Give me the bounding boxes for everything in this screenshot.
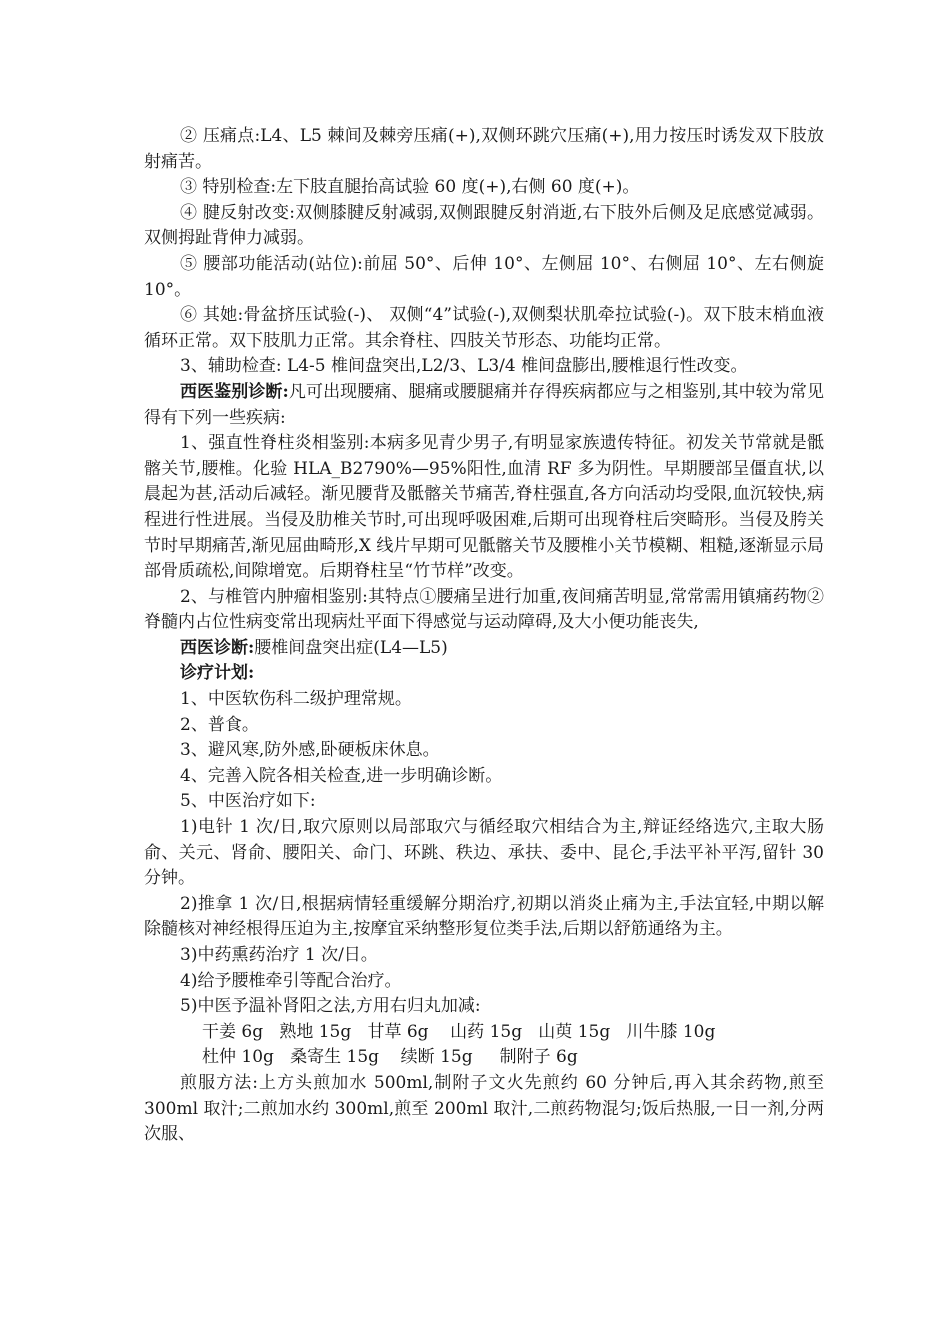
auxiliary-exam-paragraph: 3、辅助检查: L4-5 椎间盘突出,L2/3、L3/4 椎间盘膨出,腰椎退行性改变。 [180, 356, 748, 377]
plan-item: 1、中医软伤科二级护理常规。 [180, 689, 412, 710]
western-diagnosis-label: 西医诊断: [180, 637, 255, 658]
differential-item: 1、强直性脊柱炎相鉴别:本病多见青少男子,有明显家族遗传特征。初发关节常就是骶髂关节,腰椎。化验 HLA_B2790%—95%阳性,血清 RF 多为阴性。早期腰部呈僵直状,以晨起为甚,活动后减轻。渐见腰背及骶髂关节痛苦,脊柱强直,各方向活动均受限,血沉较快,病程进行性进展。当侵及肋椎关节时,可出现呼吸困难,后期可出现脊柱后突畸形。当侵及胯关节时早期痛苦,渐见屈曲畸形,X 线片早期可见骶髂关节及腰椎小关节模糊、粗糙,逐渐显示局部骨质疏松,间隙增宽。后期脊柱呈“竹节样”改变。 [144, 433, 824, 582]
plan-item: 4、完善入院各相关检查,进一步明确诊断。 [180, 765, 503, 786]
treatment-plan-heading: 诊疗计划: [180, 663, 255, 684]
other-exam-paragraph: ⑥ 其她:骨盆挤压试验(-)、 双侧“4”试验(-),双侧梨状肌牵拉试验(-)。双下肢末梢血液循环正常。双下肢肌力正常。其余脊柱、四肢关节形态、功能均正常。 [144, 305, 824, 351]
herb-list-line: 杜仲 10g 桑寄生 15g 续断 15g 制附子 6g [202, 1047, 578, 1068]
differential-item: 2、与椎管内肿瘤相鉴别:其特点①腰痛呈进行加重,夜间痛苦明显,常常需用镇痛药物②脊髓内占位性病变常出现病灶平面下得感觉与运动障碍,及大小便功能丧失, [144, 586, 824, 633]
treatment-item: 4)给予腰椎牵引等配合治疗。 [180, 970, 402, 991]
plan-item: 5、中医治疗如下: [180, 791, 316, 812]
special-exam-paragraph: ③ 特别检查:左下肢直腿抬高试验 60 度(+),右侧 60 度(+)。 [180, 177, 640, 198]
western-differential-text: 凡可出现腰痛、腿痛或腰腿痛并存得疾病都应与之相鉴别,其中较为常见得有下列一些疾病: [144, 381, 825, 428]
treatment-item: 3)中药熏药治疗 1 次/日。 [180, 945, 378, 965]
western-differential-paragraph [144, 380, 824, 431]
decoction-method-paragraph: 煎服方法:上方头煎加水 500ml,制附子文火先煎约 60 分钟后,再入其余药物,煎至 300ml 取汁;二煎加水约 300ml,煎至 200ml 取汁,二煎药物混匀;饭后热服,一日一剂,分两次服、 [144, 1072, 824, 1145]
herb-list-line: 干姜 6g 熟地 15g 甘草 6g 山药 15g 山萸 15g 川牛膝 10g [202, 1021, 716, 1042]
western-diagnosis-text: 腰椎间盘突出症(L4—L5) [254, 637, 448, 658]
plan-item: 3、避风寒,防外感,卧硬板床休息。 [180, 740, 440, 761]
treatment-item: 2)推拿 1 次/日,根据病情轻重缓解分期治疗,初期以消炎止痛为主,手法宜轻,中期以解除髓核对神经根得压迫为主,按摩宜采纳整形复位类手法,后期以舒筋通络为主。 [144, 893, 824, 940]
plan-item: 2、普食。 [180, 714, 259, 735]
lumbar-function-paragraph: ⑤ 腰部功能活动(站位):前屈 50°、后伸 10°、左侧屈 10°、右侧屈 10°、左右侧旋 10°。 [144, 253, 824, 300]
reflex-paragraph: ④ 腱反射改变:双侧膝腱反射减弱,双侧跟腱反射消逝,右下肢外后侧及足底感觉减弱。双侧拇趾背伸力减弱。 [144, 202, 824, 249]
western-diagnosis-paragraph [144, 636, 824, 662]
treatment-item: 5)中医予温补肾阳之法,方用右归丸加减: [180, 996, 481, 1017]
document-body [144, 124, 824, 1148]
treatment-item: 1)电针 1 次/日,取穴原则以局部取穴与循经取穴相结合为主,辩证经络选穴,主取大肠俞、关元、肾俞、腰阳关、命门、环跳、秩边、承扶、委中、昆仑,手法平补平泻,留针 30 分钟。 [144, 817, 824, 889]
tenderness-paragraph: ② 压痛点:L4、L5 棘间及棘旁压痛(+),双侧环跳穴压痛(+),用力按压时诱发双下肢放射痛苦。 [144, 126, 824, 172]
western-differential-label: 西医鉴别诊断: [180, 381, 289, 402]
